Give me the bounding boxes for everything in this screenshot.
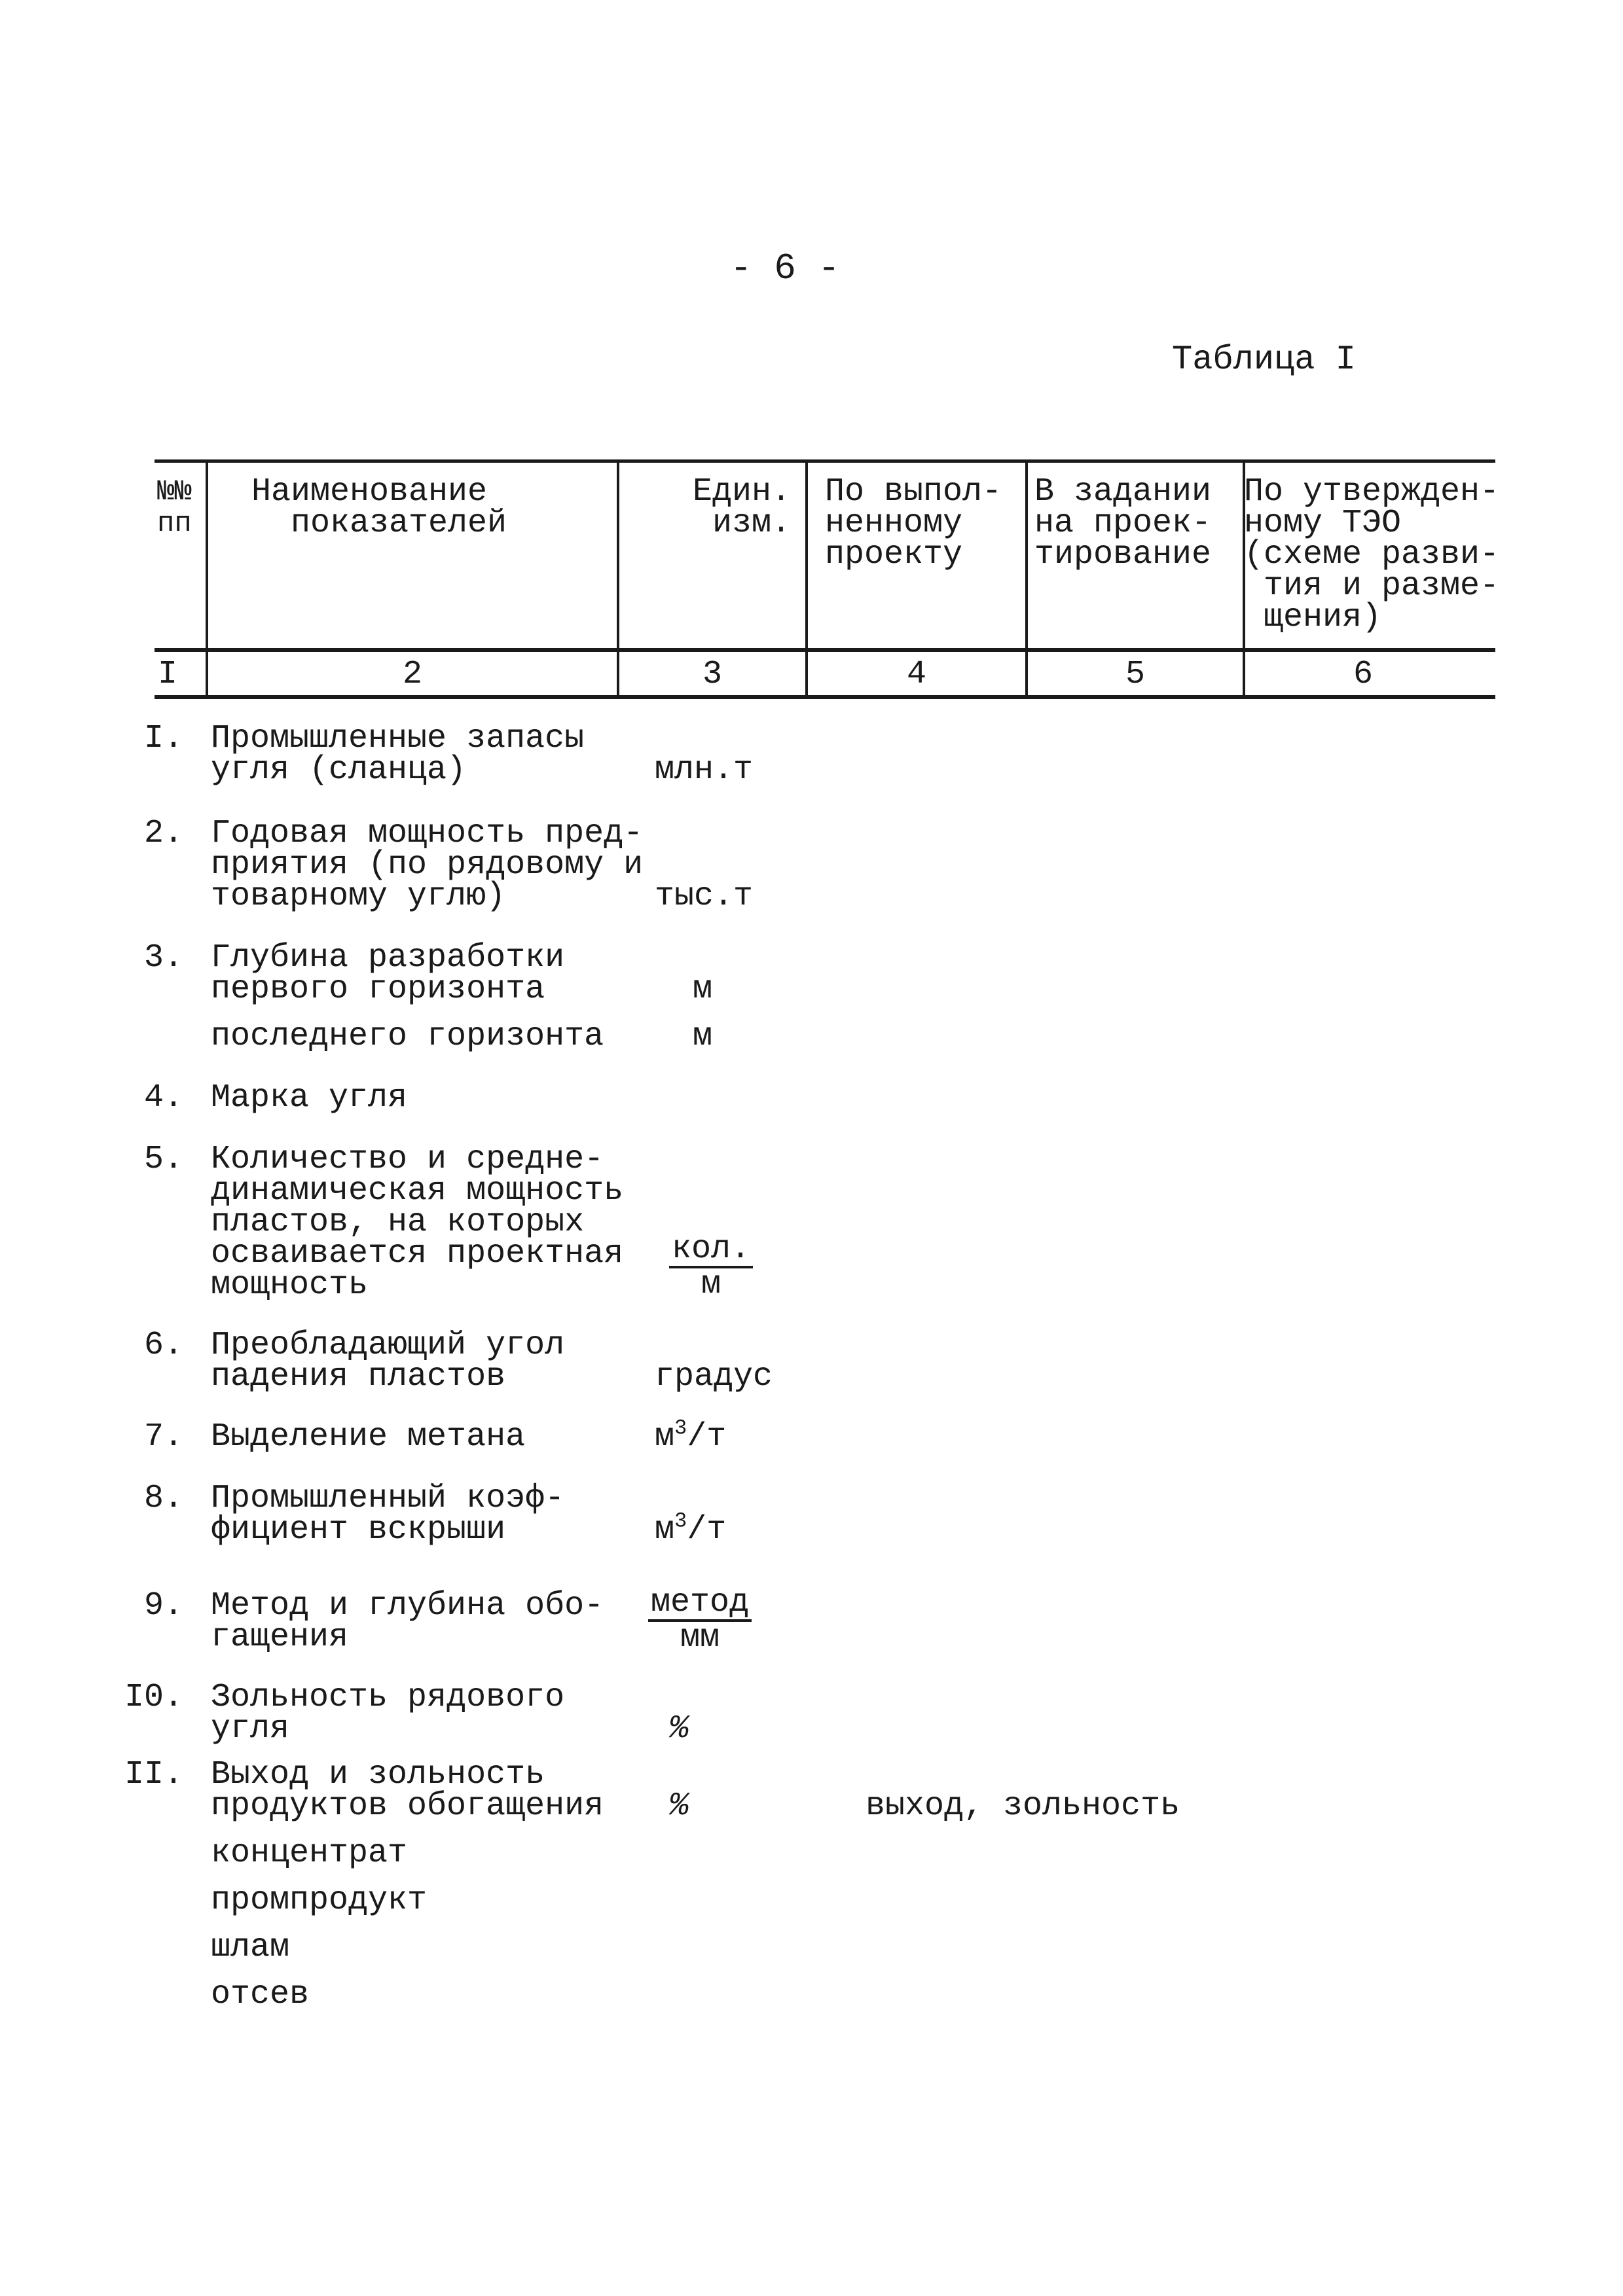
row-11-name: Выход и зольность продуктов обогащения <box>211 1756 604 1825</box>
row-4-number: 4. <box>143 1079 183 1117</box>
row-9-number: 9. <box>143 1587 183 1624</box>
column-number-3: 3 <box>702 656 722 693</box>
table-header-rule <box>155 648 1495 652</box>
row-2-name: Годовая мощность пред- приятия (по рядовому и товарному углю) <box>211 815 644 915</box>
row-2-number: 2. <box>143 815 183 852</box>
row-7-number: 7. <box>143 1418 183 1456</box>
row-6-number: 6. <box>143 1327 183 1364</box>
row-8-unit <box>655 1509 727 1549</box>
row-11-middlings: промпродукт <box>211 1882 428 1919</box>
row-7-unit <box>655 1416 727 1456</box>
row-11-unit: % <box>669 1787 689 1825</box>
row-8-name: Промышленный коэф- фициент вскрыши <box>211 1480 565 1549</box>
row-11-number: II. <box>124 1756 183 1793</box>
row-8-number: 8. <box>143 1480 183 1517</box>
row-1-name: Промышленные запасы угля (сланца) <box>211 720 585 789</box>
row-1-number: I. <box>143 720 183 757</box>
row-7-unit-base: м <box>655 1418 675 1456</box>
row-11-screenings: отсев <box>211 1976 310 2013</box>
row-1-unit: млн.т <box>655 751 754 789</box>
column-number-1: I <box>157 656 177 693</box>
row-3-unit: м <box>693 971 713 1008</box>
row-9-unit-numerator: метод <box>648 1588 752 1622</box>
row-6-unit: градус <box>655 1358 773 1395</box>
row-8-unit-superscript: 3 <box>674 1509 687 1534</box>
header-design-assignment-column: В задании на проек- тирование <box>1034 473 1212 573</box>
column-number-2: 2 <box>402 656 422 693</box>
row-3b-name: последнего горизонта <box>211 1018 604 1055</box>
row-5-unit-fraction <box>669 1230 753 1303</box>
row-9-unit-denominator: мм <box>680 1619 720 1657</box>
table-top-rule <box>155 459 1495 463</box>
row-7-unit-superscript: 3 <box>674 1416 687 1441</box>
row-8-unit-rest: /т <box>687 1511 727 1549</box>
column-number-5: 5 <box>1125 656 1145 693</box>
row-11-concentrate: концентрат <box>211 1835 408 1872</box>
row-7-name: Выделение метана <box>211 1418 526 1456</box>
column-number-4: 4 <box>906 656 926 693</box>
row-10-name: Зольность рядового угля <box>211 1679 565 1748</box>
row-3-number: 3. <box>143 939 183 977</box>
table-label: Таблица I <box>1172 340 1356 379</box>
row-5-unit-denominator: м <box>701 1266 721 1303</box>
row-5-number: 5. <box>143 1141 183 1178</box>
row-9-unit-fraction <box>648 1584 752 1657</box>
table-colnum-rule <box>155 695 1495 699</box>
row-11-slime: шлам <box>211 1929 290 1966</box>
header-approved-teo-column: По утвержден- ному ТЭО (схеме разви- тия и разме- щения) <box>1244 473 1500 636</box>
header-name-column: Наименование показателей <box>251 473 507 542</box>
header-unit-column: Един. изм. <box>693 473 792 542</box>
row-8-unit-base: м <box>655 1511 675 1549</box>
row-6-name: Преобладающий угол падения пластов <box>211 1327 565 1395</box>
row-7-unit-rest: /т <box>687 1418 727 1456</box>
header-number-column: №№ пп <box>157 476 192 540</box>
row-2-unit: тыс.т <box>655 878 754 915</box>
row-5-unit-numerator: кол. <box>669 1234 753 1268</box>
row-3b-unit: м <box>693 1018 713 1055</box>
row-10-number: I0. <box>124 1679 183 1716</box>
row-10-unit: % <box>669 1710 689 1748</box>
page-number: - 6 - <box>730 247 841 289</box>
header-completed-project-column: По выпол- ненному проекту <box>825 473 1002 573</box>
row-11-column4-value: выход, зольность <box>866 1787 1180 1825</box>
row-9-name: Метод и глубина обо- гащения <box>211 1587 604 1656</box>
column-number-6: 6 <box>1353 656 1373 693</box>
row-5-name: Количество и средне- динамическая мощность пластов, на которых осваивается проектная мощность <box>211 1141 624 1304</box>
row-3-name: Глубина разработки первого горизонта <box>211 939 565 1008</box>
row-4-name: Марка угля <box>211 1079 408 1117</box>
